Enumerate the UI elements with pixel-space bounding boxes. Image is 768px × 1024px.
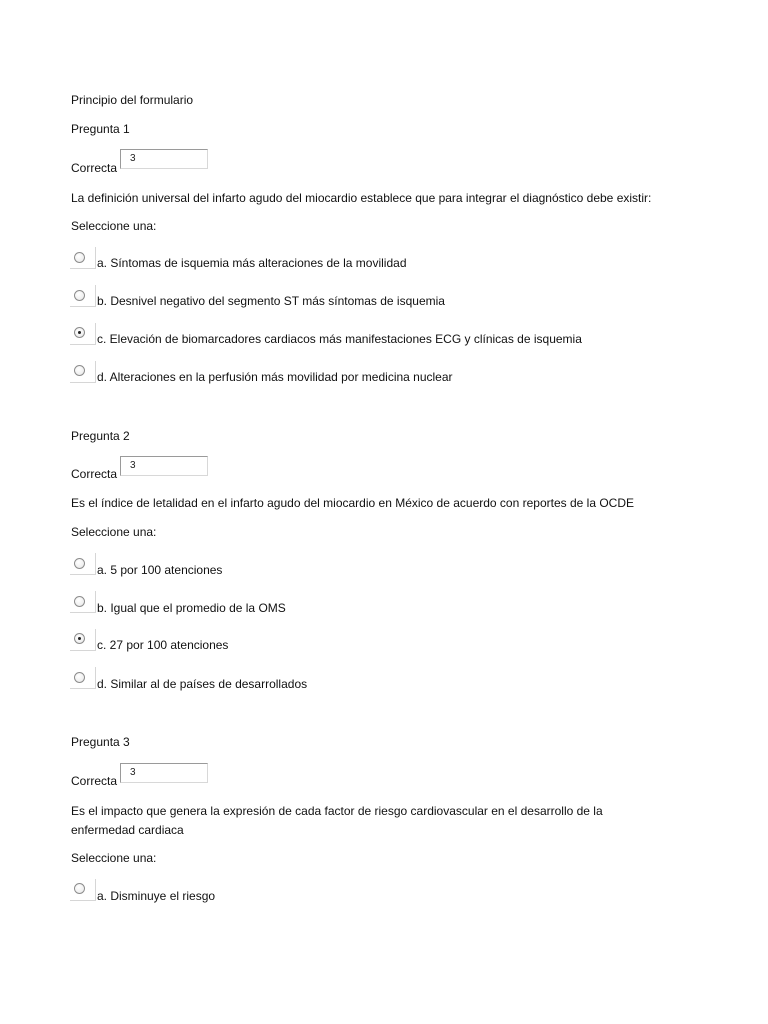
option-frame [95, 323, 96, 344]
option-frame [70, 650, 96, 651]
question-3-option-a-label[interactable]: a. Disminuye el riesgo [97, 889, 216, 903]
question-2-option-c-label[interactable]: c. 27 por 100 atenciones [97, 638, 229, 652]
option-frame [70, 382, 96, 383]
question-3-select-label: Seleccione una: [71, 851, 157, 865]
question-2-text: Es el índice de letalidad en el infarto agudo del miocardio en México de acuerdo con reportes de la OCDE [71, 496, 634, 510]
question-2-option-a-label[interactable]: a. 5 por 100 atenciones [97, 563, 223, 577]
option-frame [70, 306, 96, 307]
option-frame [95, 879, 96, 900]
question-2-title: Pregunta 2 [71, 429, 130, 443]
form-start-label: Principio del formulario [71, 93, 194, 107]
question-1-option-c-label[interactable]: c. Elevación de biomarcadores cardiacos más manifestaciones ECG y clínicas de isquemia [97, 332, 582, 346]
question-1-status: Correcta [71, 161, 118, 175]
question-1-select-label: Seleccione una: [71, 219, 157, 233]
option-frame [95, 553, 96, 574]
option-frame [70, 688, 96, 689]
question-1-option-c-radio[interactable] [74, 327, 85, 338]
question-3-title: Pregunta 3 [71, 735, 130, 749]
question-2-option-d-radio[interactable] [74, 672, 85, 683]
question-2-grade-box [120, 456, 208, 476]
option-frame [95, 247, 96, 268]
question-1-option-d-radio[interactable] [74, 365, 85, 376]
question-1-grade-value: 3 [130, 153, 136, 164]
question-2-option-c-radio[interactable] [74, 633, 85, 644]
question-3-grade-box [120, 763, 208, 783]
option-frame [95, 591, 96, 612]
question-1-grade-box [120, 149, 208, 169]
option-frame [95, 629, 96, 650]
option-frame [70, 574, 96, 575]
question-2-status: Correcta [71, 467, 118, 481]
option-frame [70, 900, 96, 901]
option-frame [95, 667, 96, 688]
question-3-text: Es el impacto que genera la expresión de cada factor de riesgo cardiovascular en el desarrollo de la enfermedad cardiaca [71, 804, 603, 837]
question-2-option-a-radio[interactable] [74, 558, 85, 569]
option-frame [70, 612, 96, 613]
question-2-option-b-label[interactable]: b. Igual que el promedio de la OMS [97, 601, 286, 615]
question-1-option-a-label[interactable]: a. Síntomas de isquemia más alteraciones de la movilidad [97, 256, 407, 270]
question-3-grade-value: 3 [130, 767, 136, 778]
question-1-title: Pregunta 1 [71, 122, 130, 136]
question-1-option-b-label[interactable]: b. Desnivel negativo del segmento ST más síntomas de isquemia [97, 294, 445, 308]
question-2-option-b-radio[interactable] [74, 596, 85, 607]
question-1-option-b-radio[interactable] [74, 290, 85, 301]
question-2-select-label: Seleccione una: [71, 525, 157, 539]
question-2-option-d-label[interactable]: d. Similar al de países de desarrollados [97, 677, 308, 691]
option-frame [70, 344, 96, 345]
question-1-option-a-radio[interactable] [74, 252, 85, 263]
option-frame [70, 268, 96, 269]
option-frame [95, 285, 96, 306]
question-1-text: La definición universal del infarto agudo del miocardio establece que para integrar el diagnóstico debe existir: [71, 191, 652, 205]
question-2-grade-value: 3 [130, 460, 136, 471]
question-3-option-a-radio[interactable] [74, 883, 85, 894]
option-frame [95, 361, 96, 382]
question-1-option-d-label[interactable]: d. Alteraciones en la perfusión más movilidad por medicina nuclear [97, 370, 453, 384]
question-3-status: Correcta [71, 774, 118, 788]
